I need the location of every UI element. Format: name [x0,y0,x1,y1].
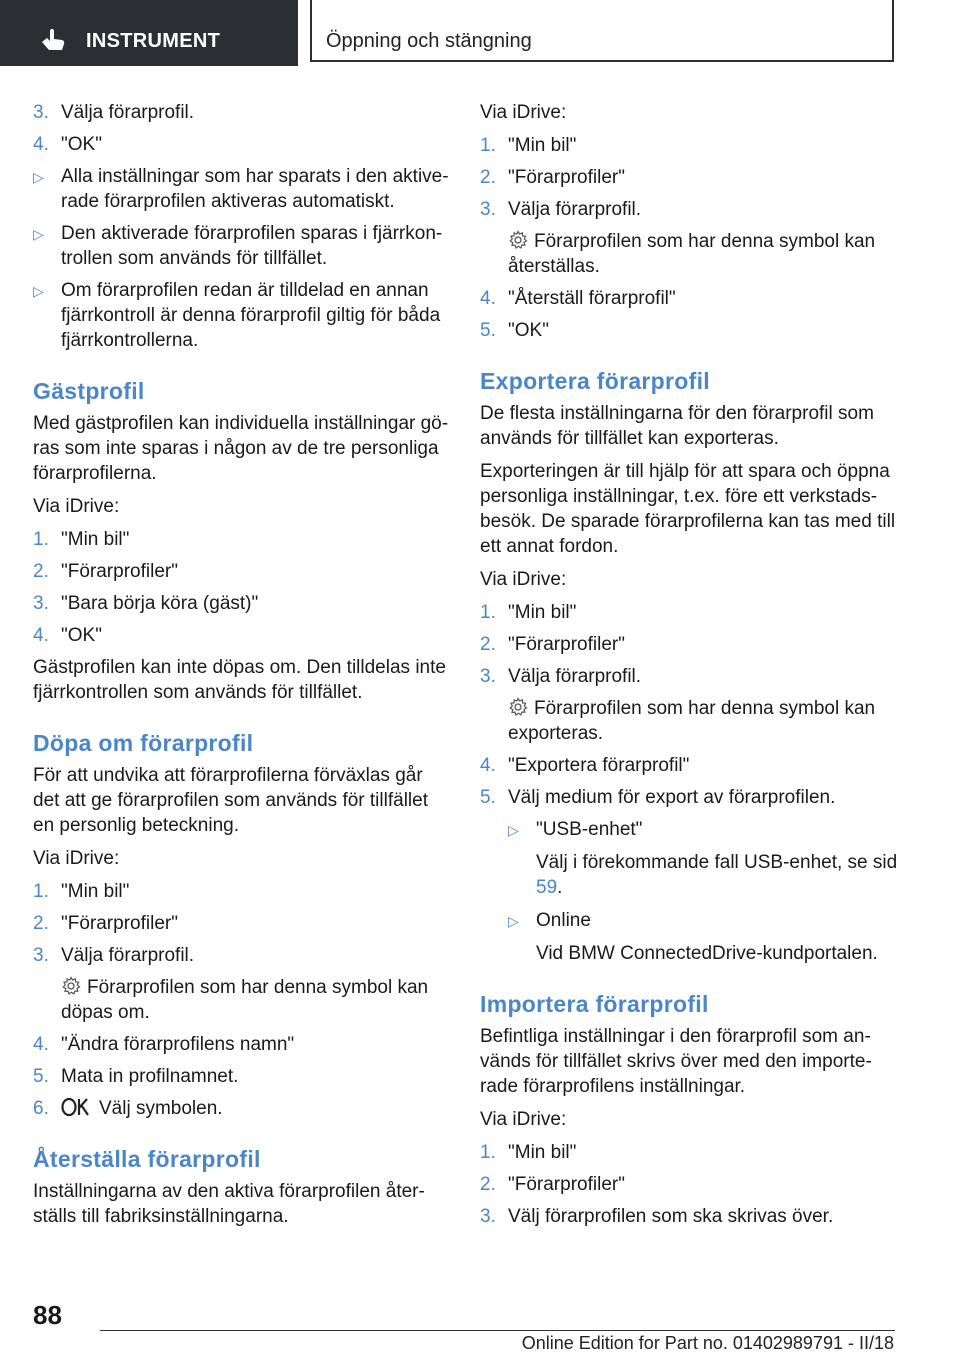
list-item: 1. "Min bil" [480,135,577,156]
list-item: 1. "Min bil" [33,881,130,902]
chapter-tab [310,0,894,62]
list-item: 1. "Min bil" [480,602,577,623]
footer-divider [100,1330,895,1331]
list-item: 4. "OK" [33,625,102,646]
bullet-item: ▷ Alla inställningar som har sparats i den aktiverade förarprofilen aktiveras automatiskt. [33,166,449,212]
list-item: 3. Välja förarprofil. [480,666,642,687]
reset-profile-heading: Återställa förarprofil [33,1146,261,1172]
list-item: 3. Välja förarprofil. [33,102,195,123]
list-item: 5. Välj medium för export av förarprofilen. [480,787,836,808]
via-idrive-label: Via iDrive: [480,569,567,590]
list-item: 3. Välja förarprofil. [33,945,195,966]
export-text-2: Exporteringen är till hjälp för att spara och öppna personliga inställningar, t.ex. före ett verkstadsbesök. De sparade förarprofilerna kan tas med till ett annat fordon. [480,461,896,557]
list-item: 5. "OK" [480,320,549,341]
symbol-note: Förarprofilen som har denna symbol kan exporteras. [508,698,876,744]
rename-profile-heading: Döpa om förarprofil [33,730,254,756]
list-item: 4. "Exportera förarprofil" [480,755,690,776]
list-item: 4. "Återställ förarprofil" [480,288,676,309]
via-idrive-label: Via iDrive: [33,848,120,869]
triangle-bullet-icon: ▷ [508,913,519,929]
import-text: Befintliga inställningar i den förarprofil som används för tillfället skrivs över med den importerade förarprofilens inställningar. [480,1026,872,1097]
bullet-item: ▷ Om förarprofilen redan är tilldelad en annan fjärrkontroll är denna förarprofil giltig för båda fjärrkontrollerna. [33,280,441,351]
page-header [0,0,960,66]
triangle-bullet-icon: ▷ [33,169,44,185]
list-item: 3. Välja förarprofil. [480,199,642,220]
import-profile-heading: Importera förarprofil [480,991,709,1017]
ok-check-icon [61,1097,91,1117]
section-tab [0,0,298,66]
list-item: 1. "Min bil" [480,1142,577,1163]
guest-profile-text: Med gästprofilen kan individuella inställningar göras som inte sparas i någon av de tre personliga förarprofilerna. [33,413,449,484]
export-profile-heading: Exportera förarprofil [480,368,710,394]
via-idrive-label: Via iDrive: [480,1109,567,1130]
triangle-bullet-icon: ▷ [33,226,44,242]
online-description: Vid BMW ConnectedDrive-kundportalen. [536,943,878,964]
page-link[interactable]: 59 [536,877,558,898]
list-item: 4. "OK" [33,134,102,155]
gear-icon [508,230,528,250]
right-column [480,100,900,1236]
symbol-note: Förarprofilen som har denna symbol kan återställas. [508,231,876,277]
list-item: 1. "Min bil" [33,529,130,550]
list-item: 4. "Ändra förarprofilens namn" [33,1034,295,1055]
via-idrive-label: Via iDrive: [480,102,567,123]
bullet-item: ▷ Den aktiverade förarprofilen sparas i fjärrkontrollen som används för tillfället. [33,223,443,269]
chapter-label: Öppning och stängning [326,30,532,52]
list-item: 2. "Förarprofiler" [480,634,625,655]
via-idrive-label: Via iDrive: [33,496,120,517]
list-item: 3. Välj förarprofilen som ska skrivas över. [480,1206,834,1227]
usb-description: Välj i förekommande fall USB-enhet, se sid 59. [536,852,898,898]
edition-text: Online Edition for Part no. 01402989791 - II/18 [521,1333,894,1353]
gear-icon [61,976,81,996]
export-text-1: De flesta inställningarna för den förarprofil som används för tillfället kan exporteras. [480,403,874,449]
triangle-bullet-icon: ▷ [33,283,44,299]
symbol-note: Förarprofilen som har denna symbol kan döpas om. [61,977,429,1023]
left-column [33,100,453,1237]
gear-icon [508,697,528,717]
reset-profile-text: Inställningarna av den aktiva förarprofilen återställs till fabriksinställningarna. [33,1181,425,1227]
rename-profile-text: För att undvika att förarprofilerna förväxlas går det att ge förarprofilen som används för tillfället en personlig beteckning. [33,765,428,836]
list-item: 3. "Bara börja köra (gäst)" [33,593,259,614]
page-number: 88 [33,1300,62,1330]
list-item: 2. "Förarprofiler" [33,561,178,582]
list-item: 2. "Förarprofiler" [480,167,625,188]
list-item: 5. Mata in profilnamnet. [33,1066,239,1087]
bullet-item: ▷ Online [508,908,900,934]
list-item: 6. Välj symbolen. [33,1098,223,1119]
guest-profile-note: Gästprofilen kan inte döpas om. Den tilldelas inte fjärrkontrollen som används för tillfället. [33,657,446,703]
list-item: 2. "Förarprofiler" [480,1174,625,1195]
hand-pointer-icon [38,28,68,52]
list-item: 2. "Förarprofiler" [33,913,178,934]
guest-profile-heading: Gästprofil [33,378,145,404]
triangle-bullet-icon: ▷ [508,822,519,838]
bullet-item: ▷ "USB-enhet" [508,817,900,843]
section-label: INSTRUMENT [86,30,221,52]
